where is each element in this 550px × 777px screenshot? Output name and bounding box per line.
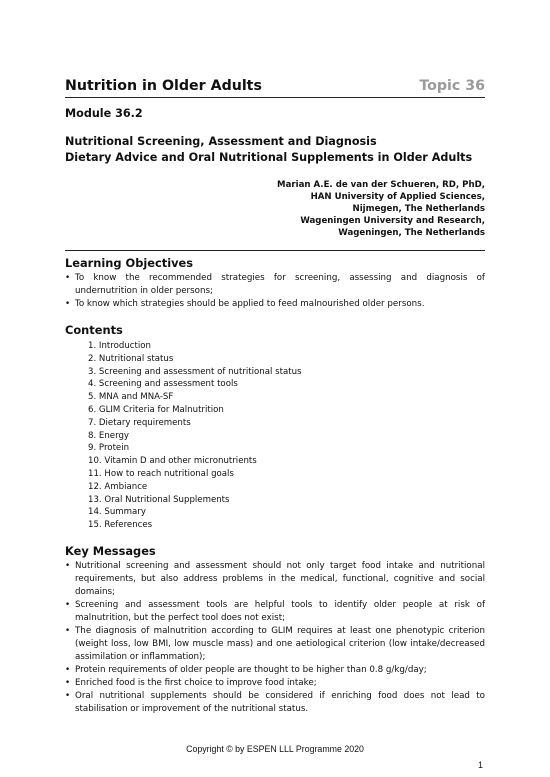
list-item: • Screening and assessment tools are helpful tools to identify older people at risk of malnutrition, but the perfect tool does not exist; [65,599,485,625]
topic-label: Topic 36 [419,78,485,94]
contents-item: 12. Ambiance [88,481,148,492]
contents-item: 11. How to reach nutritional goals [88,468,234,479]
contents-item: 1. Introduction [88,341,151,351]
subtitle-line: Nutritional Screening, Assessment and Diagnosis [65,135,377,148]
list-item: • The diagnosis of malnutrition according to GLIM requires at least one phenotypic criterion (weight loss, low BMI, low muscle mass) and one aetiological criterion (low intake/decreased assimilation or inflammation); [65,625,485,664]
key-messages-list [65,560,485,716]
copyright-footer: Copyright © by ESPEN LLL Programme 2020 [186,744,364,754]
list-item: • Enriched food is the first choice to improve food intake; [65,677,485,690]
contents-item: 3. Screening and assessment of nutritional status [88,366,302,377]
module-subtitle [65,134,485,166]
author-line: Marian A.E. de van der Schueren, RD, PhD, [277,180,485,190]
document-header [65,78,485,98]
author-line: Nijmegen, The Netherlands [352,204,485,214]
list-item: • Oral nutritional supplements should be considered if enriching food does not lead to stabilisation or improvement of the nutritional status. [65,690,485,716]
contents-item: 15. References [88,520,153,531]
contents-item: 10. Vitamin D and other micronutrients [88,456,257,467]
key-messages-heading: Key Messages [65,543,156,558]
learning-objectives-heading: Learning Objectives [65,250,485,270]
list-item: • To know which strategies should be applied to feed malnourished older persons. [65,298,485,311]
module-number: Module 36.2 [65,107,143,120]
contents-item: 8. Energy [88,430,130,441]
contents-heading: Contents [65,323,123,337]
page-number: 1 [478,760,484,770]
contents-item: 13. Oral Nutritional Supplements [88,494,230,505]
list-item: • To know the recommended strategies for screening, assessing and diagnosis of undernutrition in older persons; [65,272,485,298]
author-line: Wageningen, The Netherlands [338,228,485,238]
document-title: Nutrition in Older Adults [65,78,262,94]
contents-item: 2. Nutritional status [88,353,174,364]
author-line: HAN University of Applied Sciences, [310,192,485,202]
contents-list [88,340,485,532]
document-page [65,78,485,716]
contents-item: 5. MNA and MNA-SF [88,392,174,403]
author-affiliations [65,179,485,239]
contents-item: 6. GLIM Criteria for Malnutrition [88,404,224,415]
contents-item: 7. Dietary requirements [88,417,191,428]
contents-item: 9. Protein [88,443,130,454]
contents-item: 4. Screening and assessment tools [88,379,238,390]
learning-objectives-list [65,272,485,311]
list-item: • Protein requirements of older people are thought to be higher than 0.8 g/kg/day; [65,664,485,677]
contents-item: 14. Summary [88,507,146,518]
list-item: • Nutritional screening and assessment should not only target food intake and nutritional requirements, but also address problems in the medical, functional, cognitive and social domains; [65,560,485,599]
subtitle-line: Dietary Advice and Oral Nutritional Supplements in Older Adults [65,151,473,164]
author-line: Wageningen University and Research, [300,216,485,226]
